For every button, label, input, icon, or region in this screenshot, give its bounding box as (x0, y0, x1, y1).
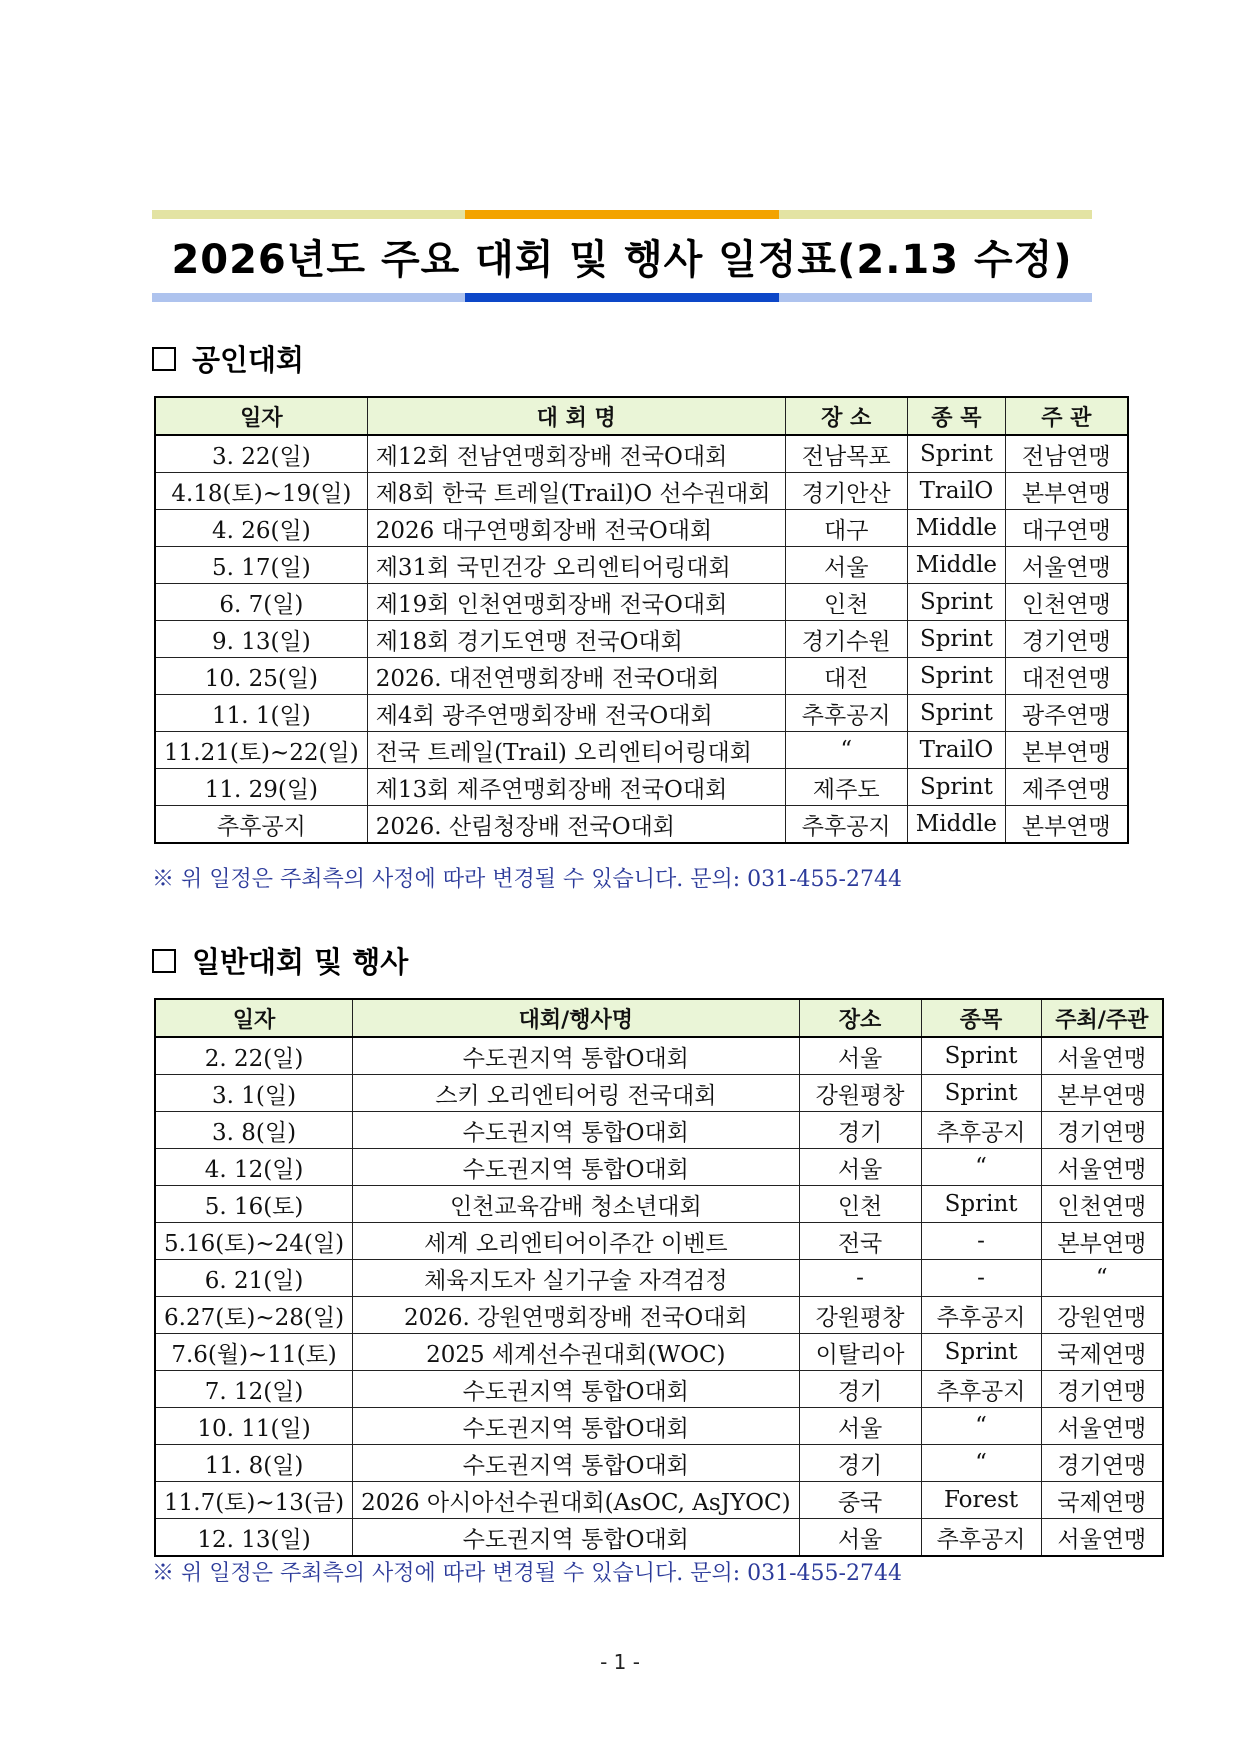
table-header-row (155, 999, 1163, 1037)
table-row (155, 1186, 1163, 1223)
cell-date: 9. 13(일) (155, 621, 367, 658)
table-row (155, 1408, 1163, 1445)
cell-date: 4. 26(일) (155, 510, 367, 547)
page-title: 2026년도 주요 대회 및 행사 일정표(2.13 수정) (171, 236, 1073, 283)
cell-venue: 경기 (799, 1445, 921, 1482)
col-header-discipline: 종목 (921, 999, 1041, 1037)
cell-date: 6. 21(일) (155, 1260, 353, 1297)
cell-host: 본부연맹 (1041, 1223, 1163, 1260)
cell-host: 경기연맹 (1041, 1112, 1163, 1149)
cell-host: 인천연맹 (1041, 1186, 1163, 1223)
cell-host: 본부연맹 (1006, 732, 1128, 769)
cell-host: 경기연맹 (1041, 1371, 1163, 1408)
cell-event: 수도권지역 통합O대회 (353, 1408, 799, 1445)
cell-venue: - (799, 1260, 921, 1297)
cell-host: 전남연맹 (1006, 435, 1128, 473)
cell-event: 수도권지역 통합O대회 (353, 1445, 799, 1482)
official-events-table (154, 396, 1129, 844)
cell-venue: 서울 (799, 1037, 921, 1075)
cell-host: 본부연맹 (1041, 1075, 1163, 1112)
cell-venue: 서울 (799, 1408, 921, 1445)
table-row (155, 1112, 1163, 1149)
cell-host: 서울연맹 (1041, 1149, 1163, 1186)
cell-discipline: TrailO (907, 732, 1005, 769)
cell-event: 제4회 광주연맹회장배 전국O대회 (367, 695, 785, 732)
cell-venue: 강원평창 (799, 1297, 921, 1334)
cell-venue: 대구 (785, 510, 907, 547)
col-header-venue: 장 소 (785, 397, 907, 435)
cell-event: 수도권지역 통합O대회 (353, 1149, 799, 1186)
table-row (155, 1149, 1163, 1186)
cell-event: 세계 오리엔티어이주간 이벤트 (353, 1223, 799, 1260)
section1-note: ※ 위 일정은 주최측의 사정에 따라 변경될 수 있습니다. 문의: 031-455-2744 (152, 867, 902, 892)
cell-discipline: TrailO (907, 473, 1005, 510)
cell-discipline: Sprint (907, 769, 1005, 806)
cell-date: 10. 25(일) (155, 658, 367, 695)
cell-event: 2026 대구연맹회장배 전국O대회 (367, 510, 785, 547)
table-row (155, 1445, 1163, 1482)
section1-heading-text: 공인대회 (192, 343, 305, 377)
cell-venue: 중국 (799, 1482, 921, 1519)
top-bar-left (152, 210, 465, 219)
cell-event: 전국 트레일(Trail) 오리엔티어링대회 (367, 732, 785, 769)
cell-host: 인천연맹 (1006, 584, 1128, 621)
cell-venue: 서울 (785, 547, 907, 584)
cell-host: 강원연맹 (1041, 1297, 1163, 1334)
cell-discipline: Sprint (907, 695, 1005, 732)
cell-date: 10. 11(일) (155, 1408, 353, 1445)
page-number: - 1 - (600, 1650, 640, 1674)
cell-venue: 추후공지 (785, 695, 907, 732)
cell-event: 제19회 인천연맹회장배 전국O대회 (367, 584, 785, 621)
col-header-venue: 장소 (799, 999, 921, 1037)
cell-date: 5. 17(일) (155, 547, 367, 584)
cell-date: 11. 8(일) (155, 1445, 353, 1482)
section2-note: ※ 위 일정은 주최측의 사정에 따라 변경될 수 있습니다. 문의: 031-455-2744 (152, 1561, 902, 1586)
cell-date: 2. 22(일) (155, 1037, 353, 1075)
cell-host: 대구연맹 (1006, 510, 1128, 547)
table-row (155, 1075, 1163, 1112)
cell-discipline: Forest (921, 1482, 1041, 1519)
table-row (155, 1519, 1163, 1557)
cell-event: 제13회 제주연맹회장배 전국O대회 (367, 769, 785, 806)
cell-date: 11.7(토)~13(금) (155, 1482, 353, 1519)
cell-date: 5.16(토)~24(일) (155, 1223, 353, 1260)
table-row (155, 621, 1128, 658)
bottom-bar-center (465, 293, 779, 302)
table-row (155, 1297, 1163, 1334)
cell-event: 수도권지역 통합O대회 (353, 1037, 799, 1075)
cell-discipline: 추후공지 (921, 1112, 1041, 1149)
cell-discipline: Sprint (907, 621, 1005, 658)
cell-venue: 이탈리아 (799, 1334, 921, 1371)
table-row (155, 510, 1128, 547)
table-row (155, 769, 1128, 806)
cell-host: 서울연맹 (1006, 547, 1128, 584)
table-row (155, 1334, 1163, 1371)
cell-venue: 경기수원 (785, 621, 907, 658)
checkbox-square-icon (152, 949, 176, 973)
cell-host: 경기연맹 (1006, 621, 1128, 658)
cell-host: 대전연맹 (1006, 658, 1128, 695)
cell-discipline: Sprint (907, 658, 1005, 695)
cell-event: 2026. 강원연맹회장배 전국O대회 (353, 1297, 799, 1334)
cell-event: 수도권지역 통합O대회 (353, 1112, 799, 1149)
cell-venue: 대전 (785, 658, 907, 695)
cell-event: 인천교육감배 청소년대회 (353, 1186, 799, 1223)
cell-venue: 제주도 (785, 769, 907, 806)
cell-discipline: Middle (907, 547, 1005, 584)
table-header-row (155, 397, 1128, 435)
title-block (152, 210, 1092, 302)
cell-event: 2026. 대전연맹회장배 전국O대회 (367, 658, 785, 695)
cell-event: 2026. 산림청장배 전국O대회 (367, 806, 785, 844)
cell-host: “ (1041, 1260, 1163, 1297)
cell-date: 3. 22(일) (155, 435, 367, 473)
table-row (155, 1037, 1163, 1075)
cell-discipline: Sprint (921, 1075, 1041, 1112)
table-row (155, 1223, 1163, 1260)
col-header-host: 주최/주관 (1041, 999, 1163, 1037)
bottom-bar-right (779, 293, 1092, 302)
cell-date: 6.27(토)~28(일) (155, 1297, 353, 1334)
cell-date: 11. 1(일) (155, 695, 367, 732)
cell-discipline: Sprint (921, 1334, 1041, 1371)
cell-host: 본부연맹 (1006, 806, 1128, 844)
cell-discipline: Sprint (921, 1186, 1041, 1223)
cell-event: 제31회 국민건강 오리엔티어링대회 (367, 547, 785, 584)
cell-host: 본부연맹 (1006, 473, 1128, 510)
cell-discipline: Middle (907, 510, 1005, 547)
cell-discipline: 추후공지 (921, 1297, 1041, 1334)
cell-host: 경기연맹 (1041, 1445, 1163, 1482)
cell-date: 5. 16(토) (155, 1186, 353, 1223)
table-row (155, 584, 1128, 621)
cell-venue: 강원평창 (799, 1075, 921, 1112)
col-header-event: 대 회 명 (367, 397, 785, 435)
cell-date: 4.18(토)~19(일) (155, 473, 367, 510)
col-header-event: 대회/행사명 (353, 999, 799, 1037)
title-bottom-bar (152, 293, 1092, 302)
cell-discipline: - (921, 1260, 1041, 1297)
cell-discipline: “ (921, 1149, 1041, 1186)
cell-venue: 전국 (799, 1223, 921, 1260)
col-header-discipline: 종 목 (907, 397, 1005, 435)
cell-discipline: 추후공지 (921, 1371, 1041, 1408)
cell-discipline: Sprint (921, 1037, 1041, 1075)
cell-date: 11.21(토)~22(일) (155, 732, 367, 769)
cell-date: 7.6(월)~11(토) (155, 1334, 353, 1371)
cell-event: 제12회 전남연맹회장배 전국O대회 (367, 435, 785, 473)
cell-event: 스키 오리엔티어링 전국대회 (353, 1075, 799, 1112)
col-header-date: 일자 (155, 397, 367, 435)
cell-date: 3. 1(일) (155, 1075, 353, 1112)
cell-venue: 서울 (799, 1519, 921, 1557)
table-row (155, 1482, 1163, 1519)
col-header-date: 일자 (155, 999, 353, 1037)
cell-host: 국제연맹 (1041, 1334, 1163, 1371)
cell-date: 7. 12(일) (155, 1371, 353, 1408)
cell-discipline: 추후공지 (921, 1519, 1041, 1557)
cell-venue: 인천 (785, 584, 907, 621)
section1-heading (152, 338, 304, 379)
table-row (155, 547, 1128, 584)
table-row (155, 806, 1128, 844)
cell-event: 2026 아시아선수권대회(AsOC, AsJYOC) (353, 1482, 799, 1519)
cell-event: 수도권지역 통합O대회 (353, 1371, 799, 1408)
section2-heading-text: 일반대회 및 행사 (192, 945, 409, 979)
cell-date: 3. 8(일) (155, 1112, 353, 1149)
table-row (155, 732, 1128, 769)
cell-event: 제18회 경기도연맹 전국O대회 (367, 621, 785, 658)
cell-venue: 경기 (799, 1112, 921, 1149)
checkbox-square-icon (152, 347, 176, 371)
cell-event: 체육지도자 실기구술 자격검정 (353, 1260, 799, 1297)
table-row (155, 695, 1128, 732)
cell-venue: 경기안산 (785, 473, 907, 510)
cell-event: 제8회 한국 트레일(Trail)O 선수권대회 (367, 473, 785, 510)
cell-event: 수도권지역 통합O대회 (353, 1519, 799, 1557)
bottom-bar-left (152, 293, 465, 302)
table-row (155, 658, 1128, 695)
cell-venue: 경기 (799, 1371, 921, 1408)
cell-discipline: - (921, 1223, 1041, 1260)
cell-host: 서울연맹 (1041, 1519, 1163, 1557)
cell-venue: 전남목포 (785, 435, 907, 473)
cell-discipline: “ (921, 1408, 1041, 1445)
cell-venue: 추후공지 (785, 806, 907, 844)
cell-host: 국제연맹 (1041, 1482, 1163, 1519)
cell-date: 6. 7(일) (155, 584, 367, 621)
cell-date: 11. 29(일) (155, 769, 367, 806)
cell-venue: 인천 (799, 1186, 921, 1223)
table-row (155, 1260, 1163, 1297)
table-row (155, 473, 1128, 510)
top-bar-center (465, 210, 779, 219)
general-events-table (154, 998, 1164, 1557)
table-row (155, 1371, 1163, 1408)
cell-date: 12. 13(일) (155, 1519, 353, 1557)
cell-venue: 서울 (799, 1149, 921, 1186)
cell-date: 4. 12(일) (155, 1149, 353, 1186)
top-bar-right (779, 210, 1092, 219)
cell-venue: “ (785, 732, 907, 769)
col-header-host: 주 관 (1006, 397, 1128, 435)
cell-host: 광주연맹 (1006, 695, 1128, 732)
cell-discipline: Sprint (907, 584, 1005, 621)
cell-host: 제주연맹 (1006, 769, 1128, 806)
cell-host: 서울연맹 (1041, 1037, 1163, 1075)
cell-event: 2025 세계선수권대회(WOC) (353, 1334, 799, 1371)
table-row (155, 435, 1128, 473)
section2-heading (152, 940, 408, 981)
cell-date: 추후공지 (155, 806, 367, 844)
cell-discipline: Sprint (907, 435, 1005, 473)
cell-host: 서울연맹 (1041, 1408, 1163, 1445)
cell-discipline: “ (921, 1445, 1041, 1482)
title-top-bar (152, 210, 1092, 219)
cell-discipline: Middle (907, 806, 1005, 844)
